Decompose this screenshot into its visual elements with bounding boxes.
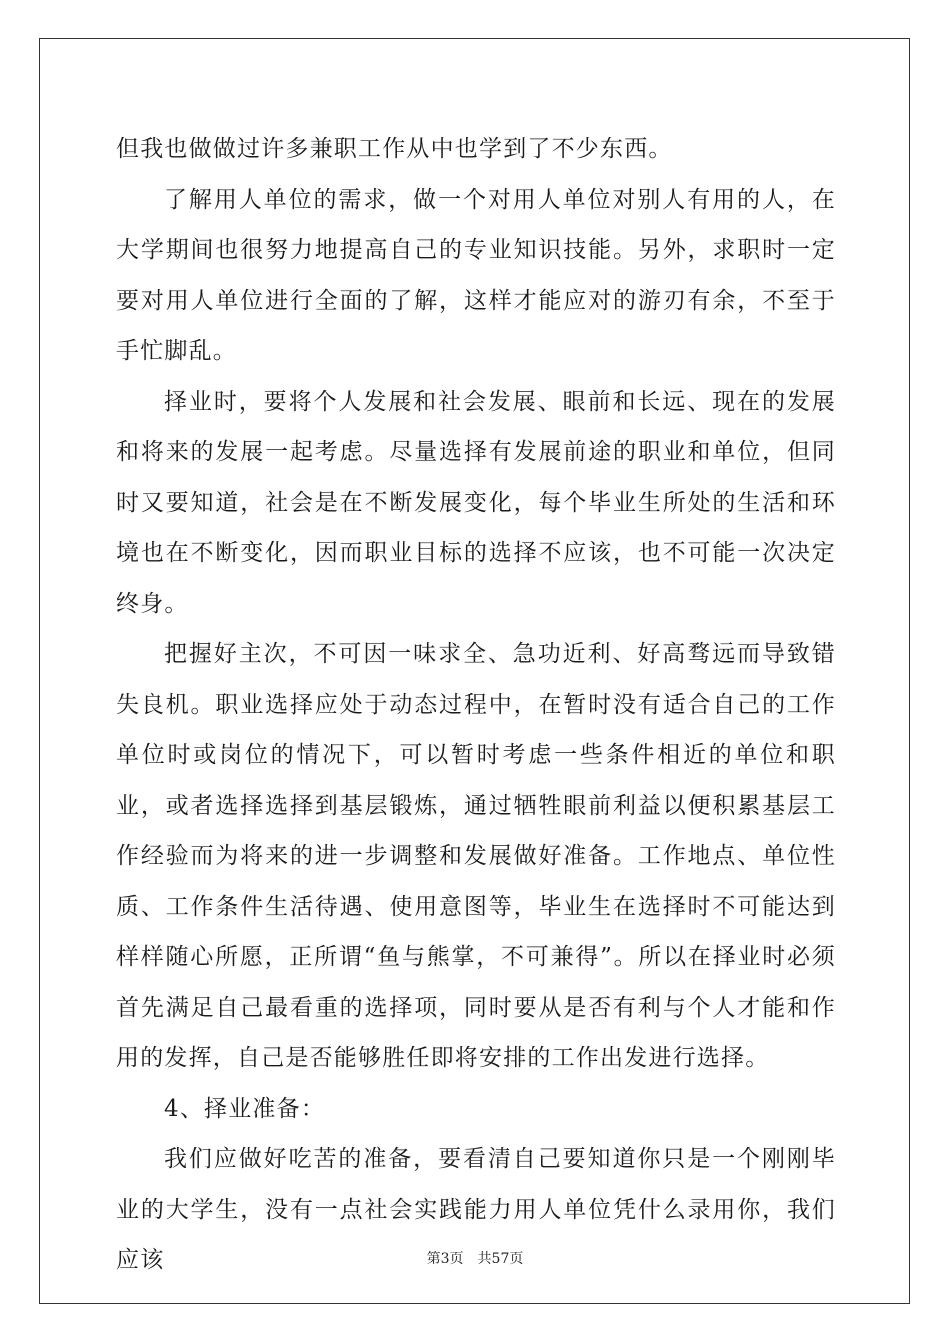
document-body	[116, 124, 836, 1286]
paragraph-1: 但我也做做过许多兼职工作从中也学到了不少东西。	[116, 136, 673, 162]
current-page-number: 第3页	[426, 1251, 464, 1267]
page-footer	[0, 1248, 950, 1268]
total-page-count: 共57页	[477, 1251, 524, 1267]
paragraph-2: 了解用人单位的需求，做一个对用人单位对别人有用的人，在大学期间也很努力地提高自己的专业知识技能。另外，求职时一定要对用人单位进行全面的了解，这样才能应对的游刃有余，不至于手忙脚乱。	[116, 186, 836, 364]
section-heading: 4、择业准备：	[164, 1095, 326, 1122]
paragraph-4: 把握好主次，不可因一味求全、急功近利、好高骛远而导致错失良机。职业选择应处于动态过程中，在暂时没有适合自己的工作单位时或岗位的情况下，可以暂时考虑一些条件相近的单位和职业，或者选择选择到基层锻炼，通过牺牲眼前利益以便积累基层工作经验而为将来的进一步调整和发展做好准备。工作地点、单位性质、工作条件生活待遇、使用意图等，毕业生在选择时不可能达到样样随心所愿，正所谓“鱼与熊掌，不可兼得”。所以在择业时必须首先满足自己最看重的选择项，同时要从是否有利与个人才能和作用的发挥，自己是否能够胜任即将安排的工作出发进行选择。	[116, 641, 836, 1071]
paragraph-5: 我们应做好吃苦的准备，要看清自己要知道你只是一个刚刚毕业的大学生，没有一点社会实践能力用人单位凭什么录用你，我们应该	[116, 1146, 836, 1273]
paragraph-3: 择业时，要将个人发展和社会发展、眼前和长远、现在的发展和将来的发展一起考虑。尽量选择有发展前途的职业和单位，但同时又要知道，社会是在不断发展变化，每个毕业生所处的生活和环境也在不断变化，因而职业目标的选择不应该，也不可能一次决定终身。	[116, 388, 836, 617]
